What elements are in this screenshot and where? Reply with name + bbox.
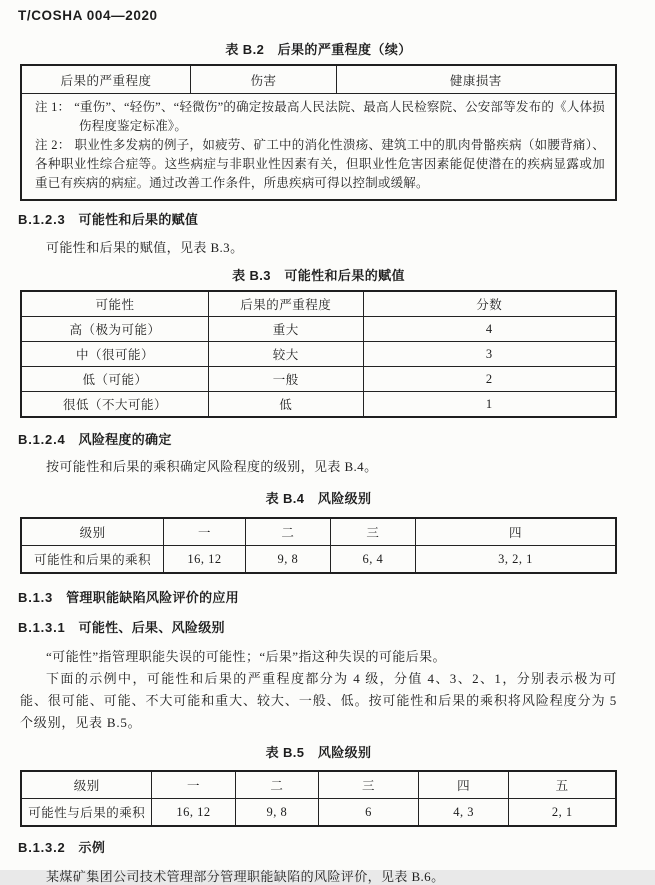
table-cell: 低 xyxy=(208,392,363,418)
table-cell: 一 xyxy=(164,518,246,546)
table-cell: 三 xyxy=(330,518,415,546)
paragraph-b132: 某煤矿集团公司技术管理部分管理职能缺陷的风险评价，见表 B.6。 xyxy=(46,869,445,884)
table-row xyxy=(21,367,616,392)
table-row xyxy=(21,392,616,418)
table-b3-header-row xyxy=(21,291,616,317)
table-cell: 9, 8 xyxy=(235,799,318,827)
table-b2 xyxy=(20,64,617,201)
table-b2-header-health: 健康损害 xyxy=(336,65,616,94)
table-cell: 4 xyxy=(363,317,616,342)
table-cell: 四 xyxy=(418,771,508,799)
section-heading-b123 xyxy=(18,209,617,228)
table-cell: 6, 4 xyxy=(330,546,415,574)
table-cell: 中（很可能） xyxy=(21,342,208,367)
table-b2-notes-row xyxy=(21,94,616,201)
section-heading-b124 xyxy=(18,429,617,448)
table-cell: 1 xyxy=(363,392,616,418)
table-b3-header-severity: 后果的严重程度 xyxy=(208,291,363,317)
table-cell: 3, 2, 1 xyxy=(415,546,616,574)
table-b5-header-row xyxy=(21,771,616,799)
doc-code: T/COSHA 004—2020 xyxy=(18,8,158,23)
note-1-text: “重伤”、“轻伤”、“轻微伤”的确定按最高人民法院、最高人民检察院、公安部等发布的《人体损伤程度鉴定标准》。 xyxy=(74,100,605,133)
table-b5 xyxy=(20,770,617,827)
table-b4 xyxy=(20,517,617,574)
section-title: 示例 xyxy=(78,840,106,855)
table-b3-header-possibility: 可能性 xyxy=(21,291,208,317)
section-number: B.1.2.4 xyxy=(18,432,66,447)
section-title: 可能性和后果的赋值 xyxy=(78,212,199,227)
section-number: B.1.3.2 xyxy=(18,840,66,855)
table-b4-header-row xyxy=(21,518,616,546)
section-heading-b13 xyxy=(18,587,617,606)
section-number: B.1.3 xyxy=(18,590,54,605)
paragraph-b123: 可能性和后果的赋值，见表 B.3。 xyxy=(46,240,244,255)
table-cell: 4, 3 xyxy=(418,799,508,827)
table-cell: 16, 12 xyxy=(152,799,235,827)
section-number: B.1.2.3 xyxy=(18,212,66,227)
table-cell: 16, 12 xyxy=(164,546,246,574)
table-b2-caption: 表 B.2 后果的严重程度（续） xyxy=(225,42,412,57)
table-b3 xyxy=(20,290,617,418)
table-cell: 可能性和后果的乘积 xyxy=(21,546,164,574)
table-cell: 二 xyxy=(245,518,330,546)
note-1-label: 注 1： xyxy=(35,100,71,114)
note-2-text: 职业性多发病的例子，如疲劳、矿工中的消化性溃疡、建筑工中的肌肉骨骼疾病（如腰背痛）、各种职业性综合症等。这些病症与非职业性因素有关，但职业性危害因素能促使潜在的疾病显露或加重已有疾病的病症。通过改善工作条件，所患疾病可得以控制或缓解。 xyxy=(35,138,605,190)
table-cell: 一 xyxy=(152,771,235,799)
table-cell: 低（可能） xyxy=(21,367,208,392)
table-b5-data-row xyxy=(21,799,616,827)
table-cell: 级别 xyxy=(21,518,164,546)
note-1 xyxy=(35,98,605,136)
table-row xyxy=(21,342,616,367)
table-b4-data-row xyxy=(21,546,616,574)
section-number: B.1.3.1 xyxy=(18,620,66,635)
table-b5-caption: 表 B.5 风险级别 xyxy=(265,745,372,760)
paragraph-b131-2: 下面的示例中，可能性和后果的严重程度都分为 4 级，分值 4、3、2、1，分别表示极为可能、很可能、可能、不大可能和重大、较大、一般、低。按可能性和后果的乘积将风险程度分为 5 个级别，见表 B.5。 xyxy=(20,671,617,730)
section-title: 可能性、后果、风险级别 xyxy=(78,620,225,635)
table-cell: 较大 xyxy=(208,342,363,367)
note-2-label: 注 2： xyxy=(35,138,71,152)
section-title: 风险程度的确定 xyxy=(78,432,172,447)
table-cell: 四 xyxy=(415,518,616,546)
table-cell: 级别 xyxy=(21,771,152,799)
table-b2-header-row xyxy=(21,65,616,94)
note-2 xyxy=(35,136,605,193)
table-cell: 9, 8 xyxy=(245,546,330,574)
section-title: 管理职能缺陷风险评价的应用 xyxy=(66,590,239,605)
table-cell: 2, 1 xyxy=(509,799,616,827)
table-cell: 重大 xyxy=(208,317,363,342)
table-b2-header-severity: 后果的严重程度 xyxy=(21,65,191,94)
section-heading-b132 xyxy=(18,837,617,856)
section-heading-b131 xyxy=(18,617,617,636)
table-b3-caption: 表 B.3 可能性和后果的赋值 xyxy=(232,268,405,283)
table-cell: 二 xyxy=(235,771,318,799)
table-row xyxy=(21,317,616,342)
table-cell: 3 xyxy=(363,342,616,367)
table-b4-caption: 表 B.4 风险级别 xyxy=(265,491,372,506)
paragraph-b124: 按可能性和后果的乘积确定风险程度的级别，见表 B.4。 xyxy=(46,459,378,474)
table-cell: 2 xyxy=(363,367,616,392)
table-b2-header-injury: 伤害 xyxy=(191,65,337,94)
table-cell: 高（极为可能） xyxy=(21,317,208,342)
table-cell: 一般 xyxy=(208,367,363,392)
table-cell: 很低（不大可能） xyxy=(21,392,208,418)
table-cell: 五 xyxy=(509,771,616,799)
table-b3-header-score: 分数 xyxy=(363,291,616,317)
table-cell: 6 xyxy=(318,799,418,827)
table-cell: 可能性与后果的乘积 xyxy=(21,799,152,827)
table-b2-notes-cell xyxy=(21,94,616,201)
table-cell: 三 xyxy=(318,771,418,799)
paragraph-b131-1: “可能性”指管理职能失误的可能性；“后果”指这种失误的可能后果。 xyxy=(46,649,446,664)
